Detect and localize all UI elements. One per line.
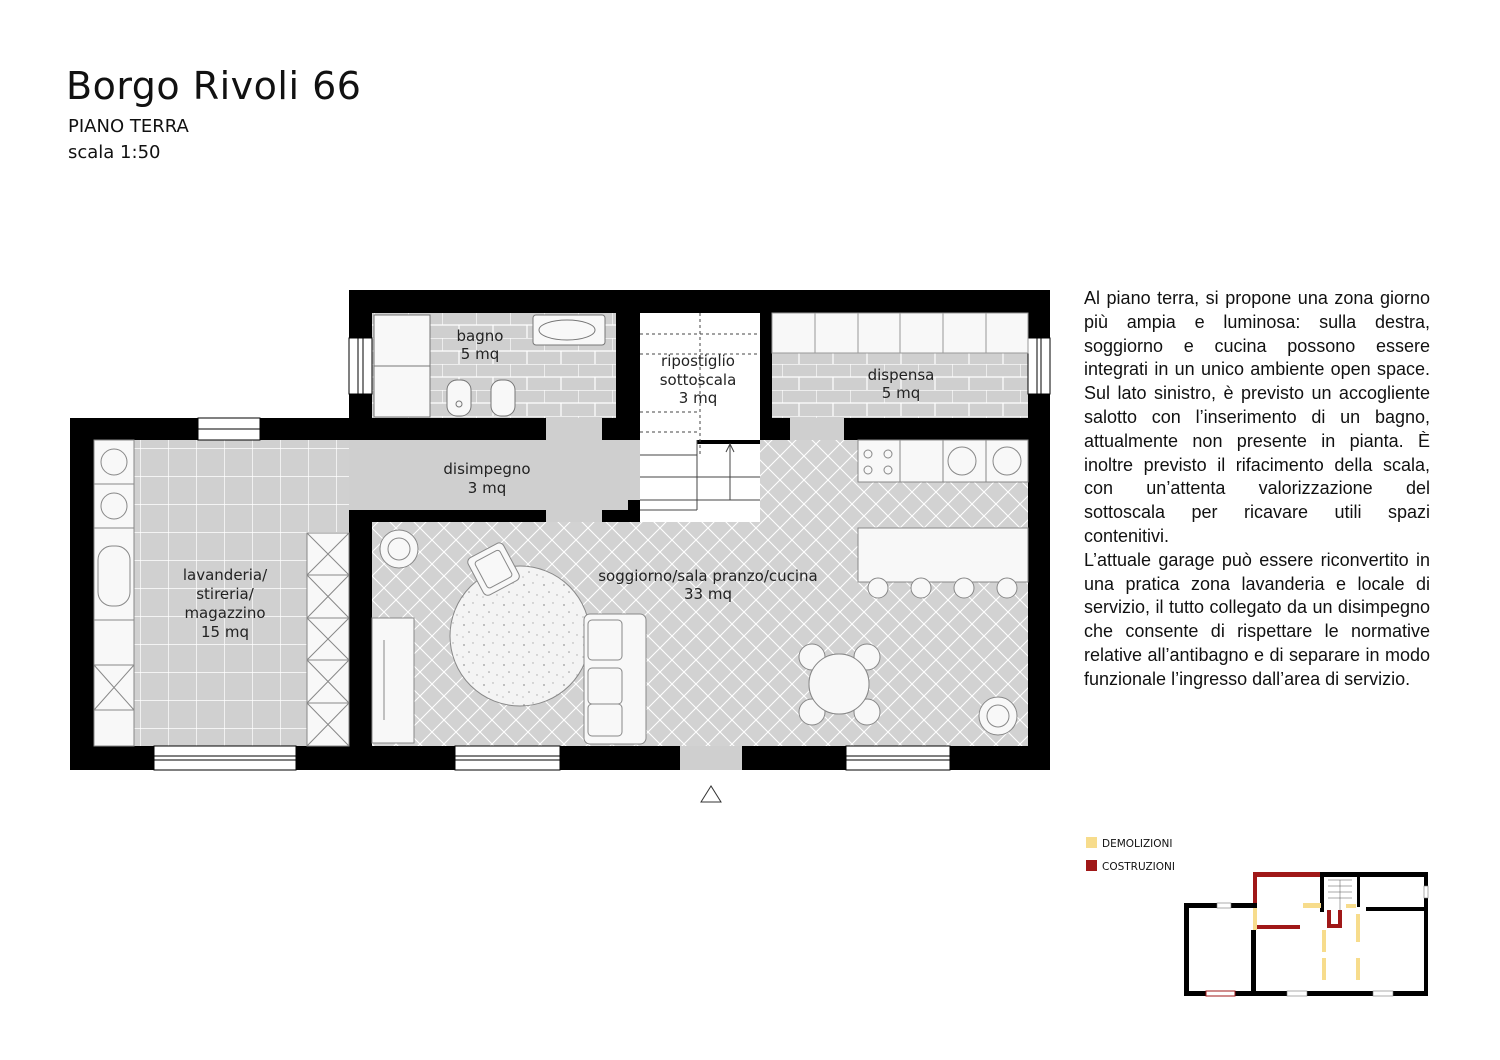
ripostiglio-name2: sottoscala — [659, 371, 737, 389]
svg-text:ripostiglio — [661, 352, 735, 370]
svg-text:bagno — [457, 327, 504, 345]
svg-text:disimpegno — [443, 460, 530, 478]
disimpegno-area: 3 mq — [467, 479, 507, 497]
svg-text:33 mq — [684, 585, 732, 603]
svg-text:magazzino — [184, 604, 265, 622]
description-text: Al piano terra, si propone una zona giorno più ampia e luminosa: sulla destra, soggiorno e cucina possono essere integrati in un unico ambiente open space. Sul lato sinistro, è previsto un accogliente salotto con l’inserimento di un bagno, attualmente non presente in pianta. È inoltre previsto il rifacimento della scala, con un’attenta valorizzazione del sottoscala per ricavare utili spazi contenitivi. L’attuale garage può essere riconvertito in una pratica zona lavanderia e locale di servizio, il tutto collegato da un disimpegno che consente di rispettare le normative relative all’antibagno e di separare in modo funzionale l’ingresso dall’area di servizio. — [1084, 288, 1430, 689]
bagno-area: 5 mq — [460, 345, 500, 363]
legend-costruzioni-swatch — [1086, 860, 1097, 871]
svg-text:3 mq — [468, 479, 506, 497]
legend-demolizioni-swatch — [1086, 837, 1097, 848]
lavanderia-area: 15 mq — [201, 623, 249, 641]
disimpegno-passage — [546, 418, 602, 522]
entrance-threshold — [680, 746, 742, 770]
svg-text:5 mq — [461, 345, 499, 363]
soggiorno-name: soggiorno/sala pranzo/cucina — [598, 567, 818, 585]
legend-costruzioni — [1086, 860, 1175, 873]
disimpegno-name: disimpegno — [443, 460, 531, 478]
soggiorno-area: 33 mq — [684, 585, 732, 603]
lavanderia-name: lavanderia/ — [182, 566, 268, 584]
dispensa-name: dispensa — [867, 366, 935, 384]
legend-demolizioni — [1086, 837, 1173, 850]
dispensa-shelves — [772, 313, 1028, 353]
legend-costruzioni-label: COSTRUZIONI — [1102, 861, 1175, 873]
svg-text:sottoscala — [660, 371, 737, 389]
page-title: Borgo Rivoli 66 — [66, 64, 362, 108]
dispensa-passage — [790, 418, 844, 440]
svg-text:soggiorno/sala pranzo/cucina — [598, 567, 818, 585]
lavanderia-name2: stireria/ — [196, 585, 254, 603]
lavanderia-name3: magazzino — [184, 604, 266, 622]
page-subtitle: PIANO TERRA — [68, 116, 189, 137]
dispensa-area: 5 mq — [881, 384, 921, 402]
svg-text:3 mq — [679, 389, 717, 407]
svg-text:lavanderia/ — [183, 566, 268, 584]
svg-text:5 mq — [882, 384, 920, 402]
bagno-name: bagno — [456, 327, 504, 345]
svg-text:15 mq — [201, 623, 249, 641]
entrance-arrow-icon — [701, 786, 721, 802]
svg-text:stireria/ — [196, 585, 254, 603]
ripostiglio-name: ripostiglio — [661, 352, 735, 370]
scale-label: scala 1:50 — [68, 142, 161, 163]
legend-demolizioni-label: DEMOLIZIONI — [1102, 838, 1173, 850]
svg-text:dispensa — [868, 366, 935, 384]
mini-plan — [1184, 872, 1428, 996]
ripostiglio-area: 3 mq — [678, 389, 718, 407]
